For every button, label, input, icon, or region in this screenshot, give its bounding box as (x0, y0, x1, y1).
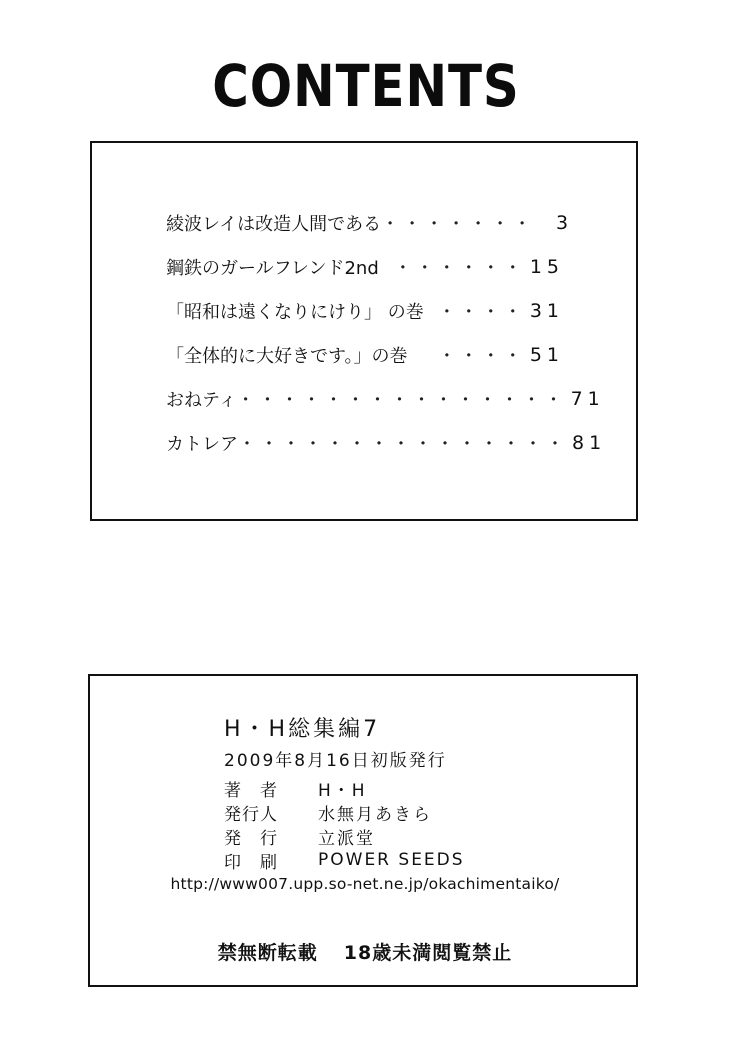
legal-notice (90, 938, 640, 965)
colophon (88, 674, 638, 987)
colophon-row-author (224, 776, 367, 800)
toc-leader-dots: ・・・・・・ (393, 258, 526, 279)
website-url: http://www007.upp.so-net.ne.jp/okachimentaiko/ (170, 875, 560, 893)
age-restriction-notice: 18歳未満閲覧禁止 (343, 942, 513, 964)
toc-entry (166, 253, 564, 281)
toc-entry (166, 341, 564, 369)
toc-entry (166, 385, 605, 413)
book-title: H・H総集編7 (224, 717, 381, 742)
toc-entry-title: カトレア (166, 434, 238, 455)
toc-entry-title: おねティ (166, 390, 237, 411)
toc-leader-dots: ・・・・ (437, 302, 526, 323)
toc-entry-title: 綾波レイは改造人間である (166, 214, 382, 235)
toc-page-number: 15 (529, 256, 564, 278)
toc-page-number: 31 (529, 300, 564, 322)
toc-leader-dots: ・・・・・・・・・・・・・・・ (236, 390, 567, 411)
table-of-contents (90, 141, 638, 521)
colophon-label: 発 行 (224, 828, 278, 849)
colophon-row-publisher (224, 824, 375, 848)
publication-date: 2009年8月16日初版発行 (224, 751, 447, 771)
toc-leader-dots: ・・・・ (437, 346, 526, 367)
colophon-row-printer (224, 848, 465, 872)
colophon-row-publisher-person (224, 800, 432, 824)
toc-leader-dots: ・・・・・・・ (381, 214, 536, 235)
colophon-value: POWER SEEDS (318, 850, 465, 870)
colophon-label: 印 刷 (224, 852, 278, 873)
toc-entry-title: 「昭和は遠くなりにけり」 の巻 (166, 302, 424, 323)
toc-entry (166, 297, 564, 325)
no-reproduction-notice: 禁無断転載 (217, 942, 318, 964)
toc-page-number: 81 (572, 432, 607, 454)
toc-entry (166, 209, 574, 237)
colophon-value: H・H (318, 780, 367, 801)
colophon-label: 著 者 (224, 780, 278, 801)
colophon-value: 立派堂 (318, 828, 375, 849)
toc-entry-title: 鋼鉄のガールフレンド2nd (166, 258, 379, 279)
colophon-value: 水無月あきら (318, 804, 432, 825)
toc-entry (166, 429, 607, 457)
toc-page-number: 71 (570, 388, 605, 410)
page-title: CONTENTS (212, 52, 520, 120)
toc-entry-title: 「全体的に大好きです。」の巻 (166, 346, 408, 367)
toc-page-number: 3 (556, 212, 574, 234)
toc-page-number: 51 (529, 344, 564, 366)
colophon-label: 発行人 (224, 804, 278, 825)
toc-leader-dots: ・・・・・・・・・・・・・・・ (238, 434, 568, 455)
